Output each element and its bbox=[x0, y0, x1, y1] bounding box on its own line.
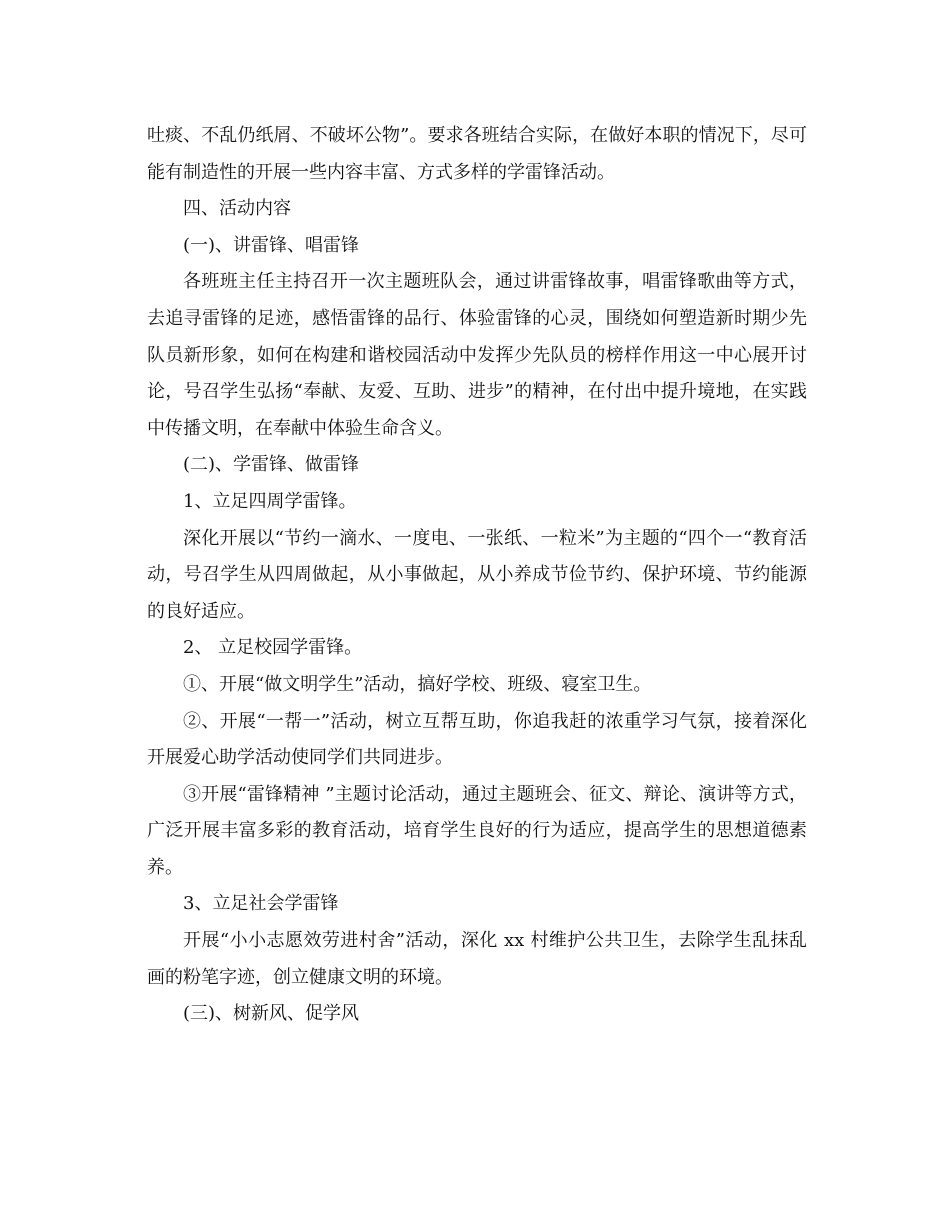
list-item: ③开展“雷锋精神 ”主题讨论活动，通过主题班会、征文、辩论、演讲等方式，广泛开展丰富多彩的教育活动，培育学生良好的行为适应，提高学生的思想道德素养。 bbox=[147, 783, 807, 878]
document-body bbox=[147, 118, 807, 1033]
paragraph-continuation: 吐痰、不乱仍纸屑、不破坏公物”。要求各班结合实际，在做好本职的情况下，尽可能有制造性的开展一些内容丰富、方式多样的学雷锋活动。 bbox=[147, 125, 807, 183]
subsection-heading-1: (一)、讲雷锋、唱雷锋 bbox=[183, 234, 360, 256]
subsection-heading-2: (二)、学雷锋、做雷锋 bbox=[183, 454, 360, 476]
section-heading-activity-content: 四、活动内容 bbox=[183, 198, 291, 220]
subsection-heading-3: (三)、树新风、促学风 bbox=[183, 1003, 360, 1025]
list-item: ①、开展“做文明学生”活动，搞好学校、班级、寝室卫生。 bbox=[183, 673, 652, 695]
list-heading-3: 3、立足社会学雷锋 bbox=[183, 893, 339, 915]
list-heading-1: 1、立足四周学雷锋。 bbox=[183, 490, 357, 512]
list-heading-2: 2、 立足校园学雷锋。 bbox=[183, 637, 363, 659]
paragraph: 深化开展以“节约一滴水、一度电、一张纸、一粒米”为主题的“四个一“教育活动，号召学生从四周做起，从小事做起，从小养成节俭节约、保护环境、节约能源的良好适应。 bbox=[147, 527, 807, 622]
list-item: ②、开展“一帮一”活动，树立互帮互助，你追我赶的浓重学习气氛，接着深化开展爱心助学活动使同学们共同进步。 bbox=[147, 710, 807, 769]
paragraph: 开展“小小志愿效劳进村舍”活动，深化 xx 村维护公共卫生，去除学生乱抹乱画的粉笔字迹，创立健康文明的环境。 bbox=[147, 930, 807, 988]
paragraph: 各班班主任主持召开一次主题班队会，通过讲雷锋故事，唱雷锋歌曲等方式，去追寻雷锋的足迹，感悟雷锋的品行、体验雷锋的心灵，围绕如何塑造新时期少先队员新形象，如何在构建和谐校园活动中发挥少先队员的榜样作用这一中心展开讨论，号召学生弘扬“奉献、友爱、互助、进步”的精神，在付出中提升境地，在实践中传播文明，在奉献中体验生命含义。 bbox=[147, 271, 807, 439]
